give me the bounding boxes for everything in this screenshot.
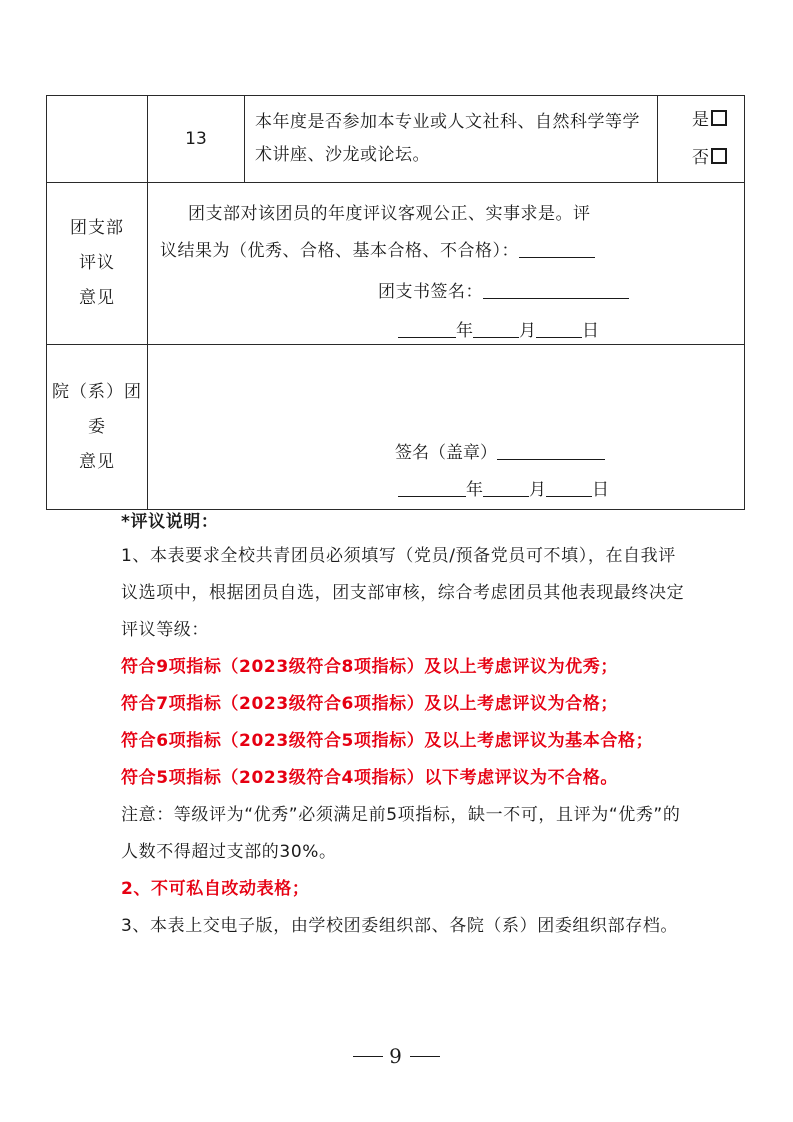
note-item: 符合7项指标（2023级符合6项指标）及以上考虑评议为合格； <box>121 694 618 714</box>
year-label: 年 <box>466 480 483 500</box>
college-date-line <box>398 475 609 500</box>
item-number: 13 <box>148 96 245 183</box>
yes-checkbox[interactable] <box>711 110 727 126</box>
evaluation-notes <box>121 506 691 945</box>
table-row-branch-opinion <box>47 183 745 345</box>
yes-label: 是 <box>692 110 709 130</box>
branch-sign-label: 团支书签名： <box>378 282 483 302</box>
month-label: 月 <box>519 321 536 341</box>
table-row-item-13 <box>47 96 745 183</box>
year-blank[interactable] <box>398 319 456 338</box>
day-label: 日 <box>592 480 609 500</box>
branch-opinion-cell <box>148 183 745 345</box>
page-number-value: 9 <box>389 1044 404 1068</box>
year-label: 年 <box>456 321 473 341</box>
label-line: 评议 <box>79 253 115 273</box>
branch-sign-line <box>378 277 629 302</box>
note-item: 注意：等级评为“优秀”必须满足前5项指标，缺一不可，且评为“优秀”的人数不得超过支部的30%。 <box>121 805 681 862</box>
note-item: 符合5项指标（2023级符合4项指标）以下考虑评议为不合格。 <box>121 768 618 788</box>
label-line: 意见 <box>79 451 115 472</box>
no-option[interactable] <box>692 139 744 177</box>
month-blank[interactable] <box>473 319 519 338</box>
college-sign-label: 签名（盖章） <box>395 443 497 463</box>
page-dash-left <box>353 1056 383 1057</box>
branch-sign-blank[interactable] <box>483 280 629 299</box>
page-dash-right <box>410 1056 440 1057</box>
yes-option[interactable] <box>692 101 744 139</box>
college-opinion-label <box>47 345 148 510</box>
month-label: 月 <box>529 480 546 500</box>
day-label: 日 <box>582 321 599 341</box>
no-label: 否 <box>692 148 709 168</box>
day-blank[interactable] <box>536 319 582 338</box>
no-checkbox[interactable] <box>711 148 727 164</box>
branch-statement: 团支部对该团员的年度评议客观公正、实事求是。评 <box>188 204 591 224</box>
result-prefix: 议结果为（优秀、合格、基本合格、不合格）： <box>160 241 519 261</box>
evaluation-table <box>46 95 745 510</box>
college-sign-line <box>395 438 605 463</box>
branch-date-line <box>398 316 599 341</box>
college-opinion-cell <box>148 345 745 510</box>
note-item: 2、不可私自改动表格； <box>121 879 310 899</box>
branch-opinion-label <box>47 183 148 345</box>
month-blank[interactable] <box>483 478 529 497</box>
branch-result-line <box>160 236 595 261</box>
college-sign-blank[interactable] <box>497 441 605 460</box>
year-blank[interactable] <box>398 478 466 497</box>
note-item: 符合9项指标（2023级符合8项指标）及以上考虑评议为优秀； <box>121 657 618 677</box>
item-description: 本年度是否参加本专业或人文社科、自然科学等学术讲座、沙龙或论坛。 <box>245 96 658 183</box>
note-item: 3、本表上交电子版，由学校团委组织部、各院（系）团委组织部存档。 <box>121 916 679 936</box>
page-number <box>0 1044 793 1068</box>
yes-no-cell <box>658 96 745 183</box>
label-line: 团支部 <box>70 218 124 238</box>
result-blank[interactable] <box>519 239 595 258</box>
blank-cell <box>47 96 148 183</box>
day-blank[interactable] <box>546 478 592 497</box>
label-line: 意见 <box>79 288 115 308</box>
notes-title: *评议说明： <box>121 512 219 532</box>
table-row-college-opinion <box>47 345 745 510</box>
label-line: 院（系）团委 <box>52 381 142 437</box>
note-item: 符合6项指标（2023级符合5项指标）及以上考虑评议为基本合格； <box>121 731 654 751</box>
note-item: 1、本表要求全校共青团员必须填写（党员/预备党员可不填），在自我评议选项中，根据团员自选，团支部审核，综合考虑团员其他表现最终决定评议等级： <box>121 546 685 640</box>
